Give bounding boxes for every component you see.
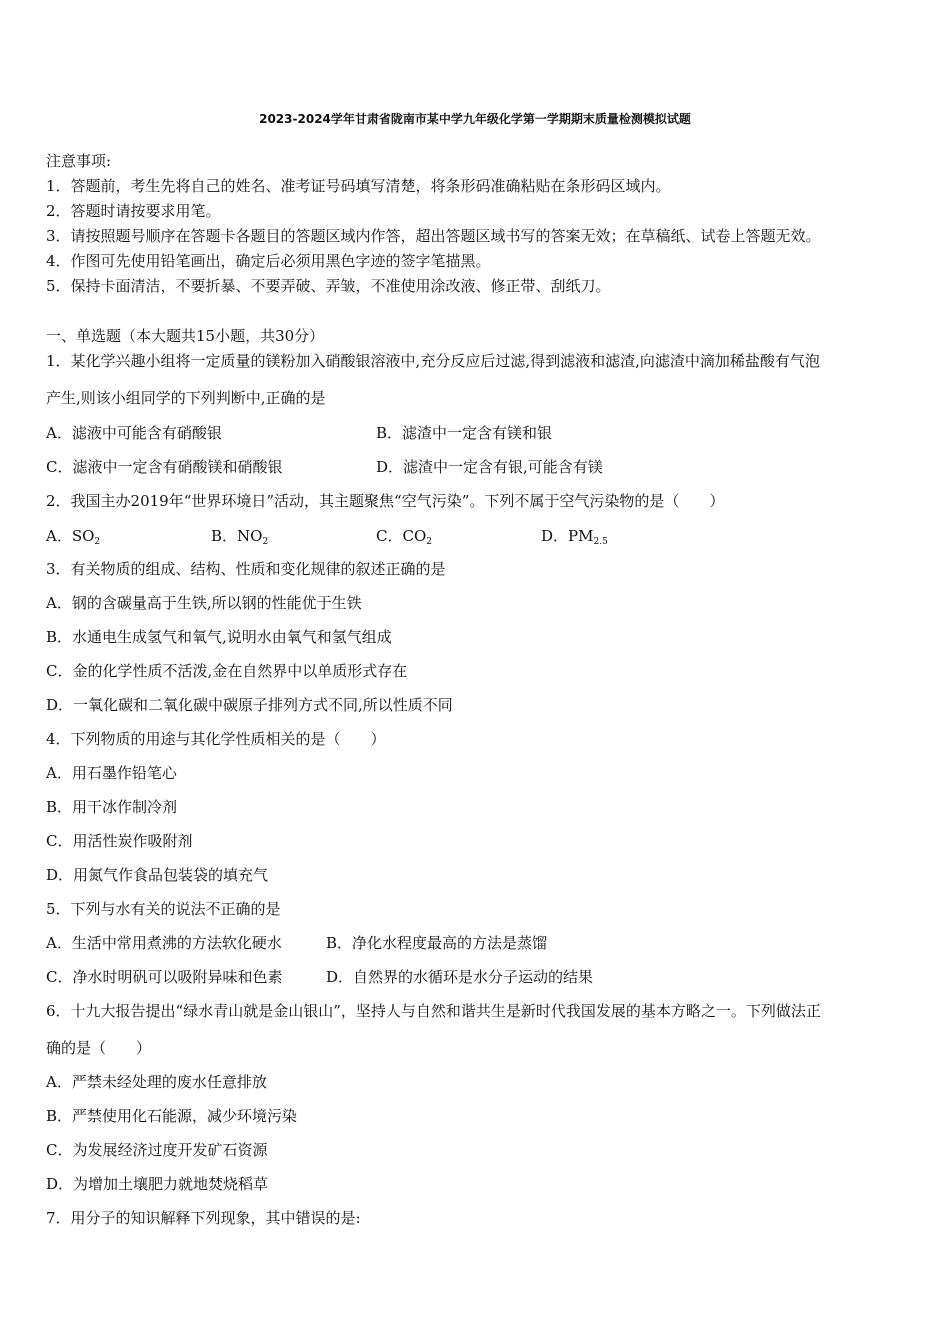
notice-item: 1．答题前，考生先将自己的姓名、准考证号码填写清楚，将条形码准确粘贴在条形码区域内。 <box>46 177 671 195</box>
q3-option-c: C．金的化学性质不活泼,金在自然界中以单质形式存在 <box>46 662 408 680</box>
q2-option-b-subscript: 2 <box>262 537 269 547</box>
notice-item: 3．请按照题号顺序在答题卡各题目的答题区域内作答，超出答题区域书写的答案无效；在草稿纸、试卷上答题无效。 <box>46 227 821 245</box>
q2-option-b-label: B．NO <box>211 527 263 545</box>
q5-option-c: C．净水时明矾可以吸附异味和色素 <box>46 968 283 986</box>
q7-stem: 7．用分子的知识解释下列现象，其中错误的是: <box>46 1209 361 1227</box>
q3-option-b: B．水通电生成氢气和氧气,说明水由氧气和氢气组成 <box>46 628 392 646</box>
notice-item: 2．答题时请按要求用笔。 <box>46 202 221 220</box>
q1-option-c: C．滤液中一定含有硝酸镁和硝酸银 <box>46 458 283 476</box>
q1-stem-line2: 产生,则该小组同学的下列判断中,正确的是 <box>46 389 326 407</box>
q4-stem: 4．下列物质的用途与其化学性质相关的是（ ） <box>46 730 386 748</box>
q4-option-c: C．用活性炭作吸附剂 <box>46 832 193 850</box>
q5-option-d: D．自然界的水循环是水分子运动的结果 <box>326 968 594 986</box>
q2-option-a-label: A．SO <box>46 527 95 545</box>
q3-option-a: A．钢的含碳量高于生铁,所以钢的性能优于生铁 <box>46 594 362 612</box>
q2-option-c <box>376 526 432 552</box>
q2-option-d-subscript: 2.5 <box>593 537 608 547</box>
q6-stem-line1: 6．十九大报告提出“绿水青山就是金山银山”，坚持人与自然和谐共生是新时代我国发展的基本方略之一。下列做法正 <box>46 1002 821 1020</box>
q2-option-a <box>46 526 100 552</box>
q5-option-a: A．生活中常用煮沸的方法软化硬水 <box>46 934 282 952</box>
notice-heading: 注意事项: <box>46 152 112 170</box>
q1-option-a: A．滤液中可能含有硝酸银 <box>46 424 222 442</box>
q6-option-a: A．严禁未经处理的废水任意排放 <box>46 1073 267 1091</box>
q6-option-d: D．为增加土壤肥力就地焚烧稻草 <box>46 1175 269 1193</box>
q3-option-d: D．一氧化碳和二氧化碳中碳原子排列方式不同,所以性质不同 <box>46 696 453 714</box>
q3-stem: 3．有关物质的组成、结构、性质和变化规律的叙述正确的是 <box>46 560 446 578</box>
q5-option-b: B．净化水程度最高的方法是蒸馏 <box>326 934 548 952</box>
q1-stem-line1: 1．某化学兴趣小组将一定质量的镁粉加入硝酸银溶液中,充分反应后过滤,得到滤液和滤渣,向滤渣中滴加稀盐酸有气泡 <box>46 352 820 370</box>
q2-option-c-subscript: 2 <box>426 537 432 547</box>
notice-item: 4．作图可先使用铅笔画出，确定后必须用黑色字迹的签字笔描黑。 <box>46 252 491 270</box>
q2-option-b <box>211 526 268 552</box>
exam-title: 2023-2024学年甘肃省陇南市某中学九年级化学第一学期期末质量检测模拟试题 <box>259 112 691 126</box>
q6-stem-line2: 确的是（ ） <box>46 1039 152 1057</box>
section-heading: 一、单选题（本大题共15小题，共30分） <box>46 327 325 345</box>
notice-item: 5．保持卡面清洁，不要折暴、不要弄破、弄皱，不准使用涂改液、修正带、刮纸刀。 <box>46 277 611 295</box>
q5-stem: 5．下列与水有关的说法不正确的是 <box>46 900 281 918</box>
q4-option-d: D．用氮气作食品包装袋的填充气 <box>46 866 269 884</box>
q6-option-c: C．为发展经济过度开发矿石资源 <box>46 1141 268 1159</box>
q2-option-d <box>541 526 608 552</box>
q2-stem: 2．我国主办2019年“世界环境日”活动，其主题聚焦“空气污染”。下列不属于空气污染物的是（ ） <box>46 492 725 510</box>
q1-option-d: D．滤渣中一定含有银,可能含有镁 <box>376 458 603 476</box>
q2-option-d-label: D．PM <box>541 527 594 545</box>
q2-option-a-subscript: 2 <box>94 537 101 547</box>
q1-option-b: B．滤渣中一定含有镁和银 <box>376 424 553 442</box>
q4-option-a: A．用石墨作铅笔心 <box>46 764 177 782</box>
q6-option-b: B．严禁使用化石能源，减少环境污染 <box>46 1107 298 1125</box>
q2-option-c-label: C．CO <box>376 527 427 545</box>
q4-option-b: B．用干冰作制冷剂 <box>46 798 178 816</box>
